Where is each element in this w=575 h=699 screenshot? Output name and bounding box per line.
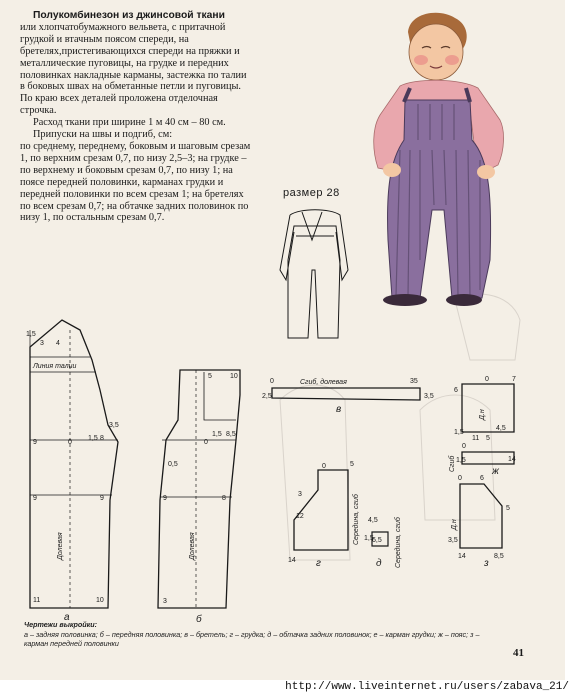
svg-text:6: 6 xyxy=(480,475,484,482)
pattern-piece-z xyxy=(460,484,502,548)
svg-text:0: 0 xyxy=(322,463,326,470)
svg-text:Д.н: Д.н xyxy=(451,519,458,530)
pattern-labels-z xyxy=(448,475,510,569)
svg-text:4,5: 4,5 xyxy=(368,517,378,524)
svg-text:14: 14 xyxy=(458,553,466,560)
svg-text:0: 0 xyxy=(204,439,208,446)
svg-text:5: 5 xyxy=(350,461,354,468)
svg-text:9: 9 xyxy=(100,495,104,502)
svg-text:ж: ж xyxy=(492,466,499,477)
svg-text:1,5: 1,5 xyxy=(26,331,36,338)
svg-text:9: 9 xyxy=(163,495,167,502)
caption-head: Чертежи выкройки: xyxy=(24,620,98,629)
pattern-piece-zh xyxy=(462,452,514,464)
svg-text:Линия талии: Линия талии xyxy=(33,363,77,370)
svg-text:7: 7 xyxy=(512,376,516,383)
svg-text:0: 0 xyxy=(458,475,462,482)
page-number: 41 xyxy=(513,647,524,659)
svg-text:35: 35 xyxy=(410,378,418,385)
svg-text:а: а xyxy=(64,612,70,623)
caption-text: а – задняя половинка; б – передняя половинка; в – бретель; г – грудка; д – обтачка задних половинок; е – карман грудки; ж – пояс; з – карман передней половинки xyxy=(24,629,480,648)
svg-text:2,5: 2,5 xyxy=(262,393,272,400)
svg-text:3,5: 3,5 xyxy=(424,393,434,400)
child-face xyxy=(409,24,463,80)
svg-text:1,5: 1,5 xyxy=(88,435,98,442)
svg-text:12: 12 xyxy=(296,513,304,520)
svg-text:в: в xyxy=(336,404,342,415)
svg-text:8,5: 8,5 xyxy=(226,431,236,438)
back-view-sketch xyxy=(280,210,348,338)
svg-text:б: б xyxy=(196,614,202,625)
pattern-labels-g xyxy=(288,461,360,569)
svg-text:8: 8 xyxy=(100,435,104,442)
svg-text:1,5: 1,5 xyxy=(364,535,374,542)
svg-text:Сгиб, долевая: Сгиб, долевая xyxy=(300,379,347,386)
article-paragraph-1: или хлопчатобумажного вельвета, с притачной грудкой и втачным поясом спереди, на бретелях,пристегивающихся спереди на пряжки и металлические пуговицы, на грудке и передних половинках накладные карманы, застежка по талии в боковых швах на обметанные петли и пуговицы. По краю всех деталей проложена отделочная строчка. xyxy=(20,21,247,117)
left-shoe xyxy=(383,294,427,306)
svg-text:11: 11 xyxy=(33,597,41,604)
svg-text:Д.н: Д.н xyxy=(479,409,486,420)
pattern-labels-zh xyxy=(448,443,516,477)
svg-text:3,5: 3,5 xyxy=(109,422,119,429)
svg-text:д: д xyxy=(376,558,382,569)
svg-text:3,5: 3,5 xyxy=(448,537,458,544)
right-shoe xyxy=(446,294,482,306)
svg-text:з: з xyxy=(484,558,489,569)
child-illustration xyxy=(374,13,504,306)
svg-text:Долевая: Долевая xyxy=(57,532,64,560)
figure-caption xyxy=(24,620,494,649)
svg-text:9: 9 xyxy=(33,495,37,502)
pattern-labels-a xyxy=(26,331,119,623)
article-paragraph-2: Расход ткани при ширине 1 м 40 см – 80 см. xyxy=(33,117,226,129)
svg-text:Середина, сгиб: Середина, сгиб xyxy=(395,517,402,568)
svg-text:11: 11 xyxy=(472,435,480,442)
svg-text:8: 8 xyxy=(222,495,226,502)
svg-text:0: 0 xyxy=(462,443,466,450)
source-url[interactable]: http://www.liveinternet.ru/users/zabava_21/ xyxy=(285,681,569,693)
svg-text:3: 3 xyxy=(40,340,44,347)
article-paragraph-4: по среднему, переднему, боковым и шаговым срезам 1, по верхним срезам 0,7, по низу 2,5–3; на грудке – по верхнему и боковым срезам 0,7, по низу 1; на поясе передней половинки, карманах грудки и передней половинки по всем срезам 1; на бретелях по всем срезам 0,7; на обтачке задних половинок по низу 1, по остальным срезам 0,7. xyxy=(20,140,251,224)
svg-text:5: 5 xyxy=(208,373,212,380)
svg-text:4,5: 4,5 xyxy=(496,425,506,432)
svg-text:10: 10 xyxy=(230,373,238,380)
pattern-piece-b xyxy=(158,370,240,608)
svg-text:г: г xyxy=(316,558,321,569)
svg-text:0,5: 0,5 xyxy=(168,461,178,468)
article-paragraph-3: Припуски на швы и подгиб, см: xyxy=(33,129,173,141)
svg-text:10: 10 xyxy=(96,597,104,604)
svg-text:1,5: 1,5 xyxy=(454,429,464,436)
svg-text:Сгиб: Сгиб xyxy=(449,455,456,472)
svg-text:14: 14 xyxy=(288,557,296,564)
svg-text:Долевая: Долевая xyxy=(189,532,196,560)
svg-text:Середина, сгиб: Середина, сгиб xyxy=(353,494,360,545)
size-label: размер 28 xyxy=(283,187,340,199)
pattern-labels-v xyxy=(262,378,434,415)
svg-text:8,5: 8,5 xyxy=(494,553,504,560)
svg-text:4: 4 xyxy=(56,340,60,347)
pattern-labels-d xyxy=(364,516,402,569)
svg-text:5: 5 xyxy=(486,435,490,442)
svg-text:6,5: 6,5 xyxy=(372,537,382,544)
svg-text:0: 0 xyxy=(68,439,72,446)
svg-text:9: 9 xyxy=(33,439,37,446)
svg-text:5: 5 xyxy=(506,505,510,512)
svg-text:1,5: 1,5 xyxy=(212,431,222,438)
svg-text:1,5: 1,5 xyxy=(456,457,466,464)
svg-text:3: 3 xyxy=(163,598,167,605)
svg-text:6: 6 xyxy=(454,387,458,394)
svg-text:0: 0 xyxy=(270,378,274,385)
pattern-piece-g xyxy=(294,470,348,550)
svg-text:0: 0 xyxy=(485,376,489,383)
article-title: Полукомбинезон из джинсовой ткани xyxy=(33,10,225,21)
svg-text:14: 14 xyxy=(508,456,516,463)
svg-text:3: 3 xyxy=(298,491,302,498)
